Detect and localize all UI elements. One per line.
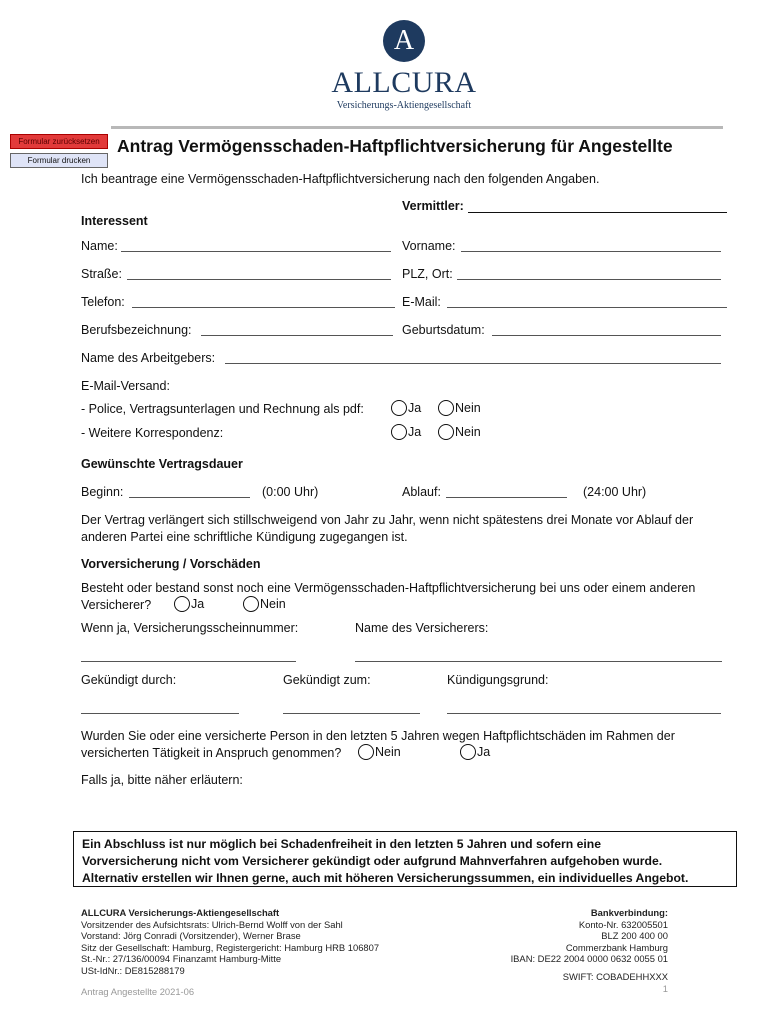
notice-box [73,831,737,887]
gekuendigt-zum-field[interactable] [283,713,420,714]
intro-text: Ich beantrage eine Vermögensschaden-Haftpflichtversicherung nach den folgenden Angaben. [81,172,600,186]
arbeitgeber-field[interactable] [225,363,721,364]
strasse-field[interactable] [127,279,391,280]
beginn-time: (0:00 Uhr) [262,485,319,499]
radio-circle-icon [460,744,476,760]
schaeden-question-line1: Wurden Sie oder eine versicherte Person in den letzten 5 Jahren wegen Haftpflichtschäden im Rahmen der [81,729,675,743]
footer-sitz: Sitz der Gesellschaft: Hamburg, Registergericht: Hamburg HRB 106807 [81,941,380,953]
arbeitgeber-label: Name des Arbeitgebers: [81,351,216,365]
notice-line1: Ein Abschluss ist nur möglich bei Schadenfreiheit in den letzten 5 Jahren und sofern eine [82,837,601,851]
logo-emblem: A [383,20,425,62]
vermittler-label: Vermittler: [402,199,464,213]
korr-ja-radio[interactable] [391,424,421,440]
vorvers-ja-label: Ja [191,597,205,611]
korr-ja-label: Ja [408,425,422,439]
gekuendigt-durch-field[interactable] [81,713,239,714]
notice-line3: Alternativ erstellen wir Ihnen gerne, auch mit höheren Versicherungssummen, ein individuelles Angebot. [82,871,689,885]
vorversicherung-question-line2: Versicherer? [81,598,152,612]
reset-form-button[interactable]: Formular zurücksetzen [10,134,108,149]
vermittler-field[interactable] [468,212,727,213]
radio-circle-icon [174,596,190,612]
footer-swift: SWIFT: COBADEHHXXX [562,970,668,982]
footer-company-info [81,907,379,977]
vorvers-nein-radio[interactable] [243,596,286,612]
vorversicherung-question-line1: Besteht oder bestand sonst noch eine Vermögensschaden-Haftpflichtversicherung bei uns oder einem anderen [81,581,696,595]
pdf-ja-radio[interactable] [391,400,421,416]
logo-brand: ALLCURA [331,66,477,99]
schaeden-nein-label: Nein [375,745,401,759]
beginn-label: Beginn: [81,485,124,499]
radio-circle-icon [391,424,407,440]
falls-ja-label: Falls ja, bitte näher erläutern: [81,773,243,787]
footer-page-number: 1 [662,982,668,994]
pdf-nein-label: Nein [455,401,481,415]
vertragsdauer-heading: Gewünschte Vertragsdauer [81,457,243,471]
kuendigungsgrund-label: Kündigungsgrund: [447,673,549,687]
radio-circle-icon [391,400,407,416]
footer-steuernummer: St.-Nr.: 27/136/00094 Finanzamt Hamburg-Mitte [81,953,282,965]
plz-ort-field[interactable] [457,279,721,280]
notice-line2: Vorversicherung nicht vom Versicherer gekündigt oder aufgrund Mahnverfahren aufgehoben wurde. [82,854,663,868]
print-form-button[interactable]: Formular drucken [10,153,108,168]
email-versand-item-pdf: - Police, Vertragsunterlagen und Rechnung als pdf: [81,402,364,416]
vorversicherung-heading: Vorversicherung / Vorschäden [81,557,261,571]
vorname-field[interactable] [461,251,721,252]
plz-ort-label: PLZ, Ort: [402,267,453,281]
header-rule [111,126,723,129]
gekuendigt-durch-label: Gekündigt durch: [81,673,177,687]
scheinnummer-field[interactable] [81,661,296,662]
email-versand-item-korrespondenz: - Weitere Korrespondenz: [81,426,224,440]
telefon-label: Telefon: [81,295,125,309]
footer-bank-info [511,907,668,994]
schaeden-ja-label: Ja [477,745,491,759]
vertragsdauer-note-line2: anderen Partei eine schriftliche Kündigung zugegangen ist. [81,530,408,544]
telefon-field[interactable] [132,307,395,308]
footer-bank-name: Commerzbank Hamburg [565,941,668,953]
beruf-label: Berufsbezeichnung: [81,323,192,337]
ablauf-label: Ablauf: [402,485,441,499]
footer-bank-title: Bankverbindung: [590,907,668,918]
ablauf-field[interactable] [446,497,567,498]
footer-ustid: USt-IdNr.: DE815288179 [81,964,185,976]
schaeden-ja-radio[interactable] [460,744,490,760]
schaeden-nein-radio[interactable] [358,744,401,760]
logo-tagline: Versicherungs-Aktiengesellschaft [336,100,472,111]
gekuendigt-zum-label: Gekündigt zum: [283,673,371,687]
footer-iban: IBAN: DE22 2004 0000 0632 0055 01 [510,953,668,965]
radio-circle-icon [243,596,259,612]
ablauf-time: (24:00 Uhr) [583,485,647,499]
schaeden-question-line2: versicherten Tätigkeit in Anspruch genommen? [81,746,342,760]
beginn-field[interactable] [129,497,250,498]
kuendigungsgrund-field[interactable] [447,713,721,714]
versicherer-name-field[interactable] [355,661,722,662]
strasse-label: Straße: [81,267,122,281]
scheinnummer-label: Wenn ja, Versicherungsscheinnummer: [81,621,299,635]
vorname-label: Vorname: [402,239,456,253]
beruf-field[interactable] [201,335,393,336]
footer-form-id: Antrag Angestellte 2021-06 [81,986,195,997]
name-field[interactable] [121,251,391,252]
section-interessent: Interessent [81,214,148,228]
vorvers-ja-radio[interactable] [174,596,204,612]
radio-circle-icon [438,400,454,416]
geburtsdatum-label: Geburtsdatum: [402,323,485,337]
radio-circle-icon [438,424,454,440]
name-label: Name: [81,239,118,253]
versicherer-name-label: Name des Versicherers: [355,621,489,635]
footer-company-name: ALLCURA Versicherungs-Aktiengesellschaft [81,907,280,918]
footer-blz: BLZ 200 400 00 [601,930,668,942]
korr-nein-label: Nein [455,425,481,439]
footer-vorstand: Vorstand: Jörg Conradi (Vorsitzender), Werner Brase [81,930,301,942]
korr-nein-radio[interactable] [438,424,481,440]
email-field[interactable] [447,307,727,308]
pdf-ja-label: Ja [408,401,422,415]
pdf-nein-radio[interactable] [438,400,481,416]
footer-konto: Konto-Nr. 632005501 [578,918,668,930]
geburtsdatum-field[interactable] [492,335,721,336]
footer-aufsichtsrat: Vorsitzender des Aufsichtsrats: Ulrich-Bernd Wolff von der Sahl [81,918,343,930]
page-title: Antrag Vermögensschaden-Haftpflichtversicherung für Angestellte [117,136,673,156]
vertragsdauer-note-line1: Der Vertrag verlängert sich stillschweigend von Jahr zu Jahr, wenn nicht spätestens drei Monate vor Ablauf der [81,513,694,527]
vorvers-nein-label: Nein [260,597,286,611]
radio-circle-icon [358,744,374,760]
email-label: E-Mail: [402,295,441,309]
email-versand-label: E-Mail-Versand: [81,379,170,393]
